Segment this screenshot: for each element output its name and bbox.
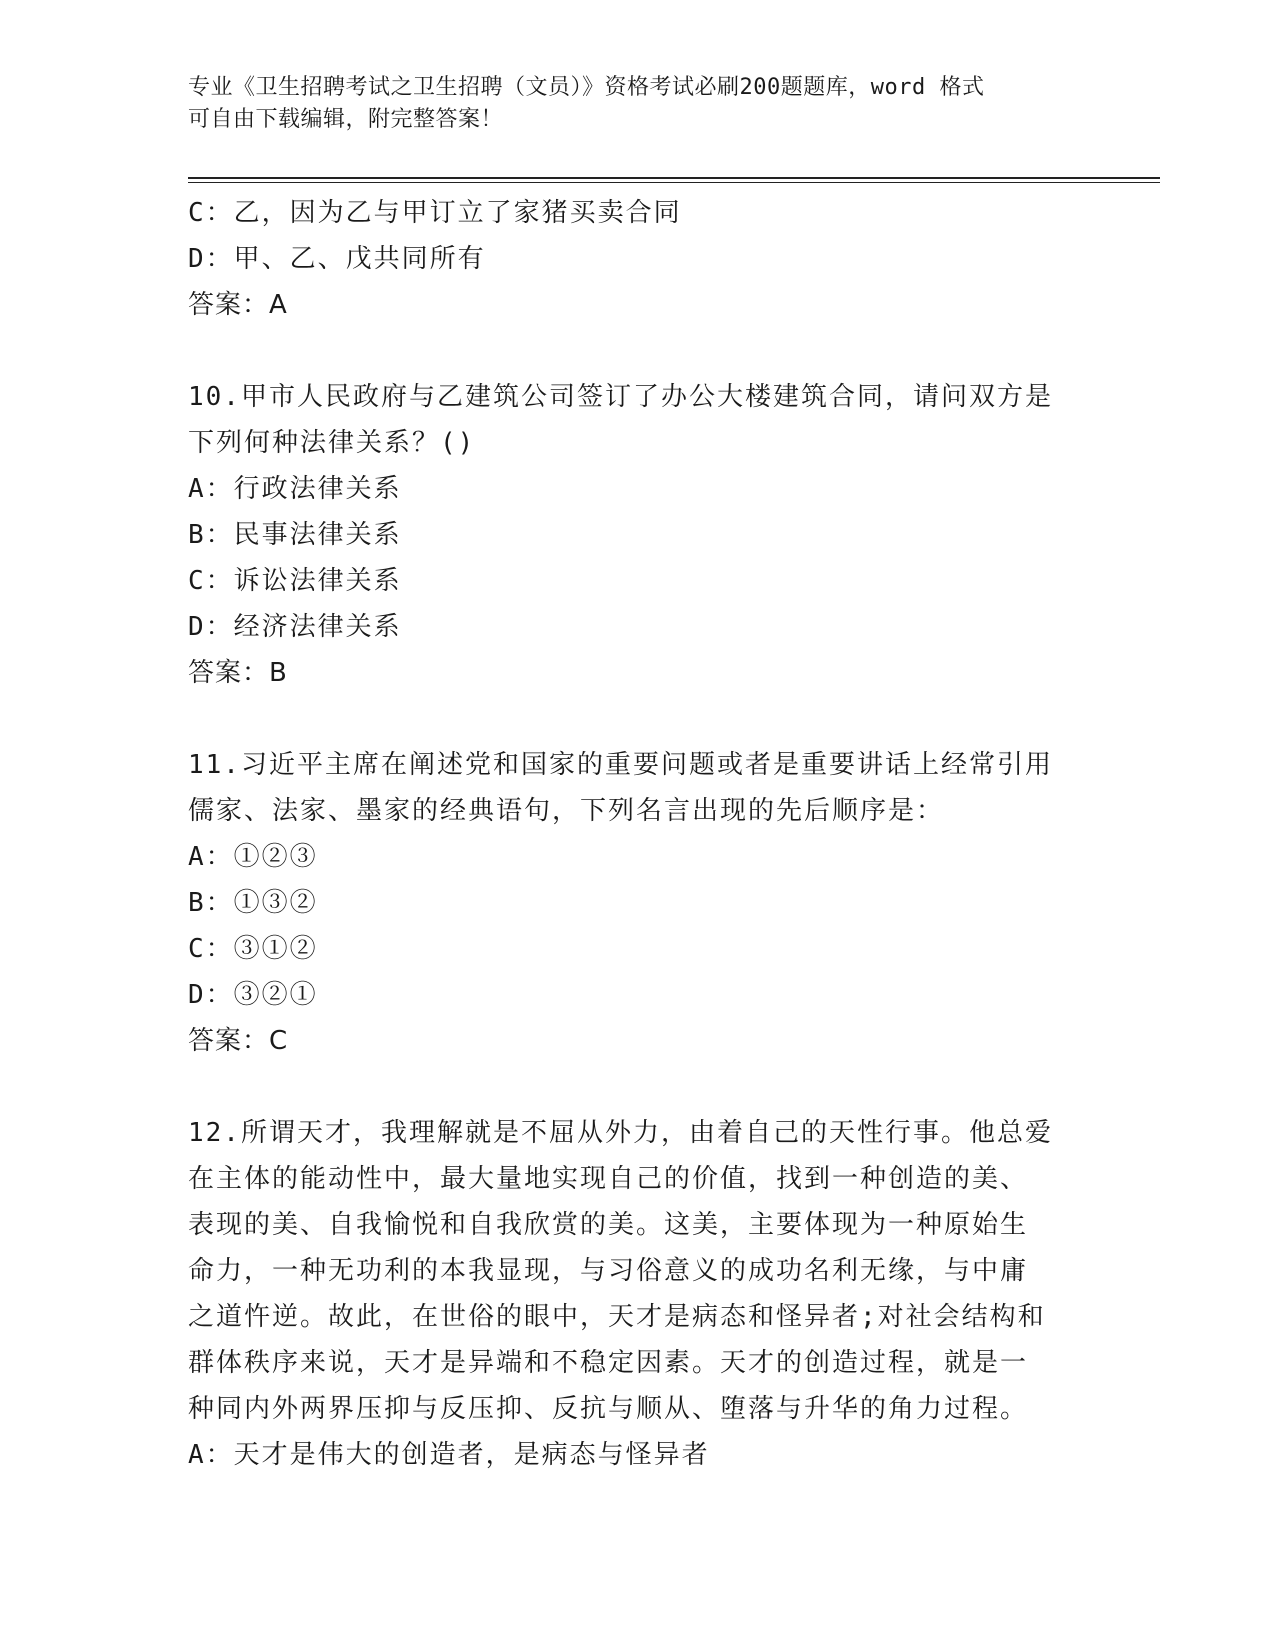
option-a: A：行政法律关系: [188, 474, 402, 504]
question-stem: 11.习近平主席在阐述党和国家的重要问题或者是重要讲话上经常引用: [188, 750, 1053, 780]
question-stem: 儒家、法家、墨家的经典语句，下列名言出现的先后顺序是：: [188, 796, 945, 826]
question-11: [188, 742, 1088, 1064]
question-9-tail: [188, 190, 1088, 328]
question-stem: 种同内外两界压抑与反压抑、反抗与顺从、堕落与升华的角力过程。: [188, 1394, 1029, 1424]
option-d: D：③②①: [188, 980, 318, 1010]
answer-label: 答案：A: [188, 290, 288, 320]
spacer: [188, 328, 1088, 374]
header-divider-thin: [188, 182, 1160, 183]
option-c: C：乙，因为乙与甲订立了家猪买卖合同: [188, 198, 682, 228]
spacer: [188, 1064, 1088, 1110]
question-stem: 命力，一种无功利的本我显现，与习俗意义的成功名利无缘，与中庸: [188, 1256, 1029, 1286]
header-line-2: 可自由下载编辑，附完整答案！: [188, 107, 504, 132]
option-c: C：③①②: [188, 934, 318, 964]
option-d: D：甲、乙、戊共同所有: [188, 244, 486, 274]
question-stem: 群体秩序来说，天才是异端和不稳定因素。天才的创造过程，就是一: [188, 1348, 1029, 1378]
spacer: [188, 696, 1088, 742]
option-b: B：民事法律关系: [188, 520, 402, 550]
answer-label: 答案：B: [188, 658, 288, 688]
option-a: A：①②③: [188, 842, 318, 872]
document-header: [188, 72, 1088, 136]
question-stem: 12.所谓天才，我理解就是不屈从外力，由着自己的天性行事。他总爱: [188, 1118, 1053, 1148]
header-divider-thick: [188, 177, 1160, 179]
question-list: [188, 190, 1088, 1478]
question-stem: 10.甲市人民政府与乙建筑公司签订了办公大楼建筑合同，请问双方是: [188, 382, 1053, 412]
option-c: C：诉讼法律关系: [188, 566, 402, 596]
question-10: [188, 374, 1088, 696]
question-stem: 之道忤逆。故此，在世俗的眼中，天才是病态和怪异者;对社会结构和: [188, 1302, 1046, 1332]
question-stem: 在主体的能动性中，最大量地实现自己的价值，找到一种创造的美、: [188, 1164, 1029, 1194]
option-a: A：天才是伟大的创造者，是病态与怪异者: [188, 1440, 710, 1470]
question-stem: 下列何种法律关系？(): [188, 428, 476, 458]
question-stem: 表现的美、自我愉悦和自我欣赏的美。这美，主要体现为一种原始生: [188, 1210, 1029, 1240]
header-line-1: 专业《卫生招聘考试之卫生招聘（文员）》资格考试必刷200题题库，word 格式: [188, 75, 985, 100]
answer-label: 答案：C: [188, 1026, 289, 1056]
option-d: D：经济法律关系: [188, 612, 402, 642]
option-b: B：①③②: [188, 888, 318, 918]
question-12: [188, 1110, 1088, 1478]
